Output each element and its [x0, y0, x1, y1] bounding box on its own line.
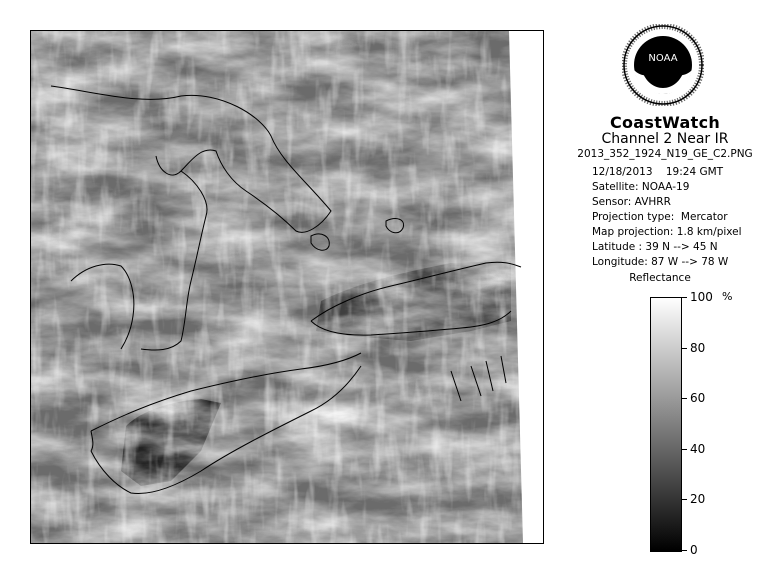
- colorbar-tick: [681, 499, 687, 500]
- colorbar-unit: %: [722, 290, 733, 303]
- satellite-label: Satellite: NOAA-19: [592, 181, 690, 193]
- colorbar-tick: [681, 348, 687, 349]
- projection-type-label: Projection type: Mercator: [592, 211, 728, 223]
- colorbar-tick-label: 60: [690, 391, 706, 405]
- satellite-map[interactable]: [30, 30, 544, 544]
- colorbar-tick-label: 40: [690, 442, 706, 456]
- reflectance-colorbar: [650, 297, 682, 552]
- satellite-imagery: [31, 31, 543, 543]
- colorbar-tick: [681, 398, 687, 399]
- channel-label: Channel 2 Near IR: [601, 131, 729, 147]
- map-projection-label: Map projection: 1.8 km/pixel: [592, 226, 742, 238]
- colorbar-title: Reflectance: [629, 272, 691, 284]
- latitude-label: Latitude : 39 N --> 45 N: [592, 241, 718, 253]
- datetime-label: 12/18/2013 19:24 GMT: [592, 166, 724, 178]
- noaa-logo-text: NOAA: [648, 53, 678, 64]
- colorbar-tick-label: 20: [690, 492, 706, 506]
- colorbar-tick-label: 80: [690, 341, 706, 355]
- colorbar-tick-label: 0: [690, 543, 698, 557]
- filename-label: 2013_352_1924_N19_GE_C2.PNG: [577, 148, 753, 160]
- longitude-label: Longitude: 87 W --> 78 W: [592, 256, 729, 268]
- colorbar-tick-label: 100: [690, 290, 713, 304]
- colorbar-tick: [681, 449, 687, 450]
- colorbar-tick: [681, 297, 687, 298]
- noaa-logo: [622, 24, 704, 106]
- colorbar-tick: [681, 550, 687, 551]
- app-title: CoastWatch: [609, 113, 721, 132]
- sensor-label: Sensor: AVHRR: [592, 196, 671, 208]
